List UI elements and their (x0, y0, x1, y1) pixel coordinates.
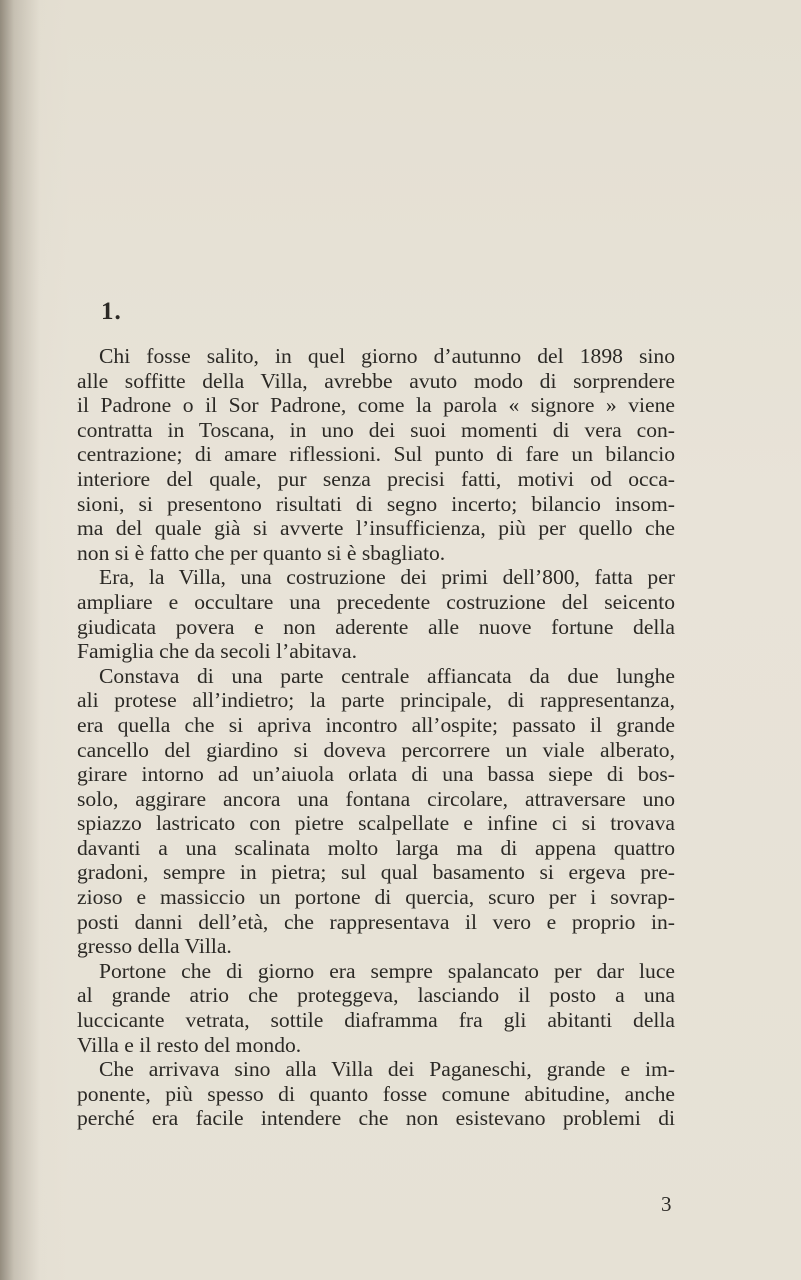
paragraph-5 (77, 1057, 675, 1131)
paragraph-1 (77, 344, 675, 565)
text-line: Villa e il resto del mondo. (77, 1032, 302, 1057)
body-text (77, 344, 675, 1131)
paragraph-4 (77, 959, 675, 1057)
text-line: luccicante vetrata, sottile diaframma fra gli abitanti della (77, 1008, 675, 1033)
text-line: perché era facile intendere che non esistevano problemi di (77, 1106, 675, 1131)
text-line: Chi fosse salito, in quel giorno d’autunno del 1898 sino (99, 344, 675, 368)
paragraph-3 (77, 664, 675, 959)
text-line: solo, aggirare ancora una fontana circolare, attraversare uno (77, 786, 675, 811)
text-line: Constava di una parte centrale affiancata da due lunghe (99, 663, 675, 688)
text-line: sioni, si presentono risultati di segno incerto; bilancio insom- (77, 491, 675, 516)
text-line: ali protese all’indietro; la parte principale, di rappresentanza, (77, 688, 675, 713)
text-line: al grande atrio che proteggeva, lasciando il posto a una (77, 983, 675, 1008)
text-line: centrazione; di amare riflessioni. Sul punto di fare un bilancio (77, 442, 675, 467)
text-line: ma del quale già si avverte l’insufficienza, più per quello che (77, 516, 675, 541)
paragraph-2 (77, 565, 675, 663)
text-line: Era, la Villa, una costruzione dei primi dell’800, fatta per (99, 565, 675, 590)
text-line: giudicata povera e non aderente alle nuove fortune della (77, 614, 675, 639)
text-line: girare intorno ad un’aiuola orlata di una bassa siepe di bos- (77, 762, 675, 787)
page-number: 3 (661, 1192, 672, 1216)
text-line: zioso e massiccio un portone di quercia, scuro per i sovrap- (77, 885, 675, 910)
chapter-number: 1. (101, 298, 122, 325)
text-line: interiore del quale, pur senza precisi fatti, motivi od occa- (77, 466, 675, 491)
text-line: posti danni dell’età, che rappresentava il vero e proprio in- (77, 909, 675, 934)
text-line: davanti a una scalinata molto larga ma di appena quattro (77, 835, 675, 860)
text-line: alle soffitte della Villa, avrebbe avuto modo di sorprendere (77, 368, 675, 393)
text-line: il Padrone o il Sor Padrone, come la parola « signore » viene (77, 393, 675, 418)
text-line: spiazzo lastricato con pietre scalpellate e infine ci si trovava (77, 811, 675, 836)
text-line: ponente, più spesso di quanto fosse comune abitudine, anche (77, 1081, 675, 1106)
text-line: gradoni, sempre in pietra; sul qual basamento si ergeva pre- (77, 860, 675, 885)
text-line: Famiglia che da secoli l’abitava. (77, 639, 358, 664)
text-line: ampliare e occultare una precedente costruzione del seicento (77, 589, 675, 614)
text-line: era quella che si apriva incontro all’ospite; passato il grande (77, 712, 675, 737)
text-line: contratta in Toscana, in uno dei suoi momenti di vera con- (77, 417, 675, 442)
text-line: cancello del giardino si doveva percorrere un viale alberato, (77, 737, 675, 762)
text-line: Che arrivava sino alla Villa dei Paganeschi, grande e im- (99, 1057, 675, 1082)
text-line: gresso della Villa. (77, 934, 232, 959)
text-line: Portone che di giorno era sempre spalancato per dar luce (99, 958, 675, 983)
text-line: non si è fatto che per quanto si è sbagliato. (77, 540, 446, 565)
